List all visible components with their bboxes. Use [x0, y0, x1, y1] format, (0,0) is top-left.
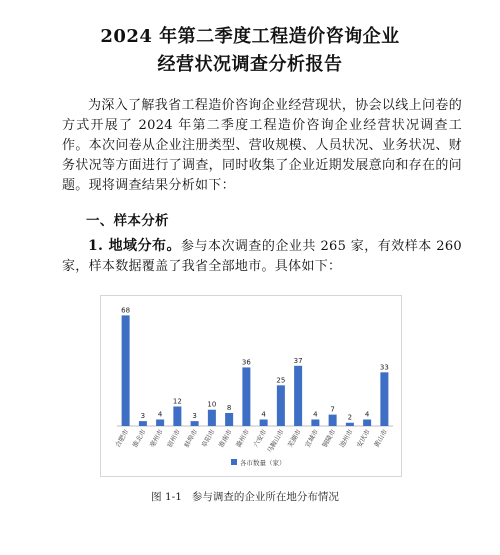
- bar-value-label-1: 68: [121, 306, 131, 315]
- bar-value-label-15: 4: [364, 410, 370, 419]
- x-tick-label-10: 马鞍山市: [265, 428, 286, 455]
- section-heading-sample-analysis: 一、样本分析: [86, 213, 169, 229]
- x-tick-label-12: 宣城市: [303, 428, 321, 449]
- bar-value-label-10: 25: [276, 376, 286, 385]
- bar-value-label-12: 4: [313, 410, 318, 419]
- bar-value-label-16: 33: [379, 363, 389, 372]
- x-tick-label-5: 蚌埠市: [182, 428, 200, 449]
- x-tick-label-16: 黄山市: [372, 428, 390, 449]
- x-tick-label-6: 阜阳市: [199, 428, 217, 449]
- bar-value-label-5: 3: [192, 412, 197, 421]
- bar-value-label-2: 3: [140, 412, 146, 421]
- bar-value-label-8: 36: [241, 358, 251, 367]
- bar-value-label-3: 4: [157, 410, 163, 419]
- bar-10: [277, 385, 285, 426]
- figure-caption-text: 参与调查的企业所在地分布情况: [191, 491, 339, 503]
- bar-value-label-6: 10: [207, 400, 217, 409]
- x-tick-label-3: 亳州市: [148, 428, 165, 449]
- report-title-line-1: 2024 年第二季度工程造价咨询企业: [100, 26, 400, 47]
- x-tick-label-13: 铜陵市: [320, 428, 338, 449]
- bar-2: [139, 421, 147, 426]
- region-distribution-text: 参与本次调查的企业共 265 家，有效样本 260 家，样本数据覆盖了我省全部地市。具体如下：: [62, 239, 463, 274]
- intro-paragraph: 为深入了解我省工程造价咨询企业经营现状，协会以线上问卷的方式开展了 2024 年第二季度工程造价咨询企业经营状况调查工作。本次问卷从企业注册类型、营收规模、人员状况、业务状况、财务状况等方面进行了调查，同时收集了企业近期发展意向和存在的问题。现将调查结果分析如下：: [62, 98, 462, 193]
- x-tick-label-2: 淮北市: [130, 428, 148, 449]
- legend-swatch: [231, 459, 237, 465]
- figure-number: 图 1-1: [151, 491, 182, 503]
- bar-value-label-4: 12: [172, 397, 182, 406]
- bar-14: [346, 423, 354, 426]
- bar-value-label-13: 7: [330, 405, 335, 414]
- bar-4: [173, 406, 181, 426]
- x-tick-label-8: 滁州市: [234, 428, 252, 449]
- bar-13: [329, 415, 337, 426]
- figure-caption: [0, 489, 500, 504]
- x-tick-label-11: 芜湖市: [286, 428, 303, 449]
- region-bar-chart-svg: [101, 296, 401, 476]
- bar-5: [191, 421, 199, 426]
- bar-16: [380, 372, 388, 426]
- bar-value-label-9: 4: [261, 410, 266, 419]
- bar-15: [363, 419, 371, 426]
- x-tick-label-7: 淮南市: [217, 428, 234, 449]
- bar-7: [225, 413, 233, 426]
- bar-value-label-11: 37: [293, 356, 303, 365]
- bar-3: [156, 419, 164, 426]
- bar-value-label-14: 2: [347, 413, 353, 422]
- bar-value-label-7: 8: [226, 403, 232, 412]
- region-bar-chart: [100, 295, 402, 477]
- bar-8: [242, 367, 250, 426]
- x-tick-label-4: 宿州市: [165, 428, 183, 449]
- region-distribution-paragraph: [62, 236, 462, 277]
- bar-6: [208, 410, 216, 426]
- x-tick-label-1: 合肥市: [113, 428, 131, 449]
- bar-12: [311, 419, 319, 426]
- bar-9: [260, 419, 268, 426]
- report-title-line-2: 经营状况调查分析报告: [157, 54, 343, 75]
- x-tick-label-9: 六安市: [251, 428, 269, 449]
- x-tick-label-14: 池州市: [337, 428, 355, 449]
- bar-1: [122, 315, 130, 426]
- region-distribution-lead: 1. 地域分布。: [88, 238, 181, 254]
- x-tick-label-15: 安庆市: [355, 428, 372, 449]
- bar-11: [294, 366, 302, 426]
- legend-label: 各市数量（家）: [240, 459, 286, 467]
